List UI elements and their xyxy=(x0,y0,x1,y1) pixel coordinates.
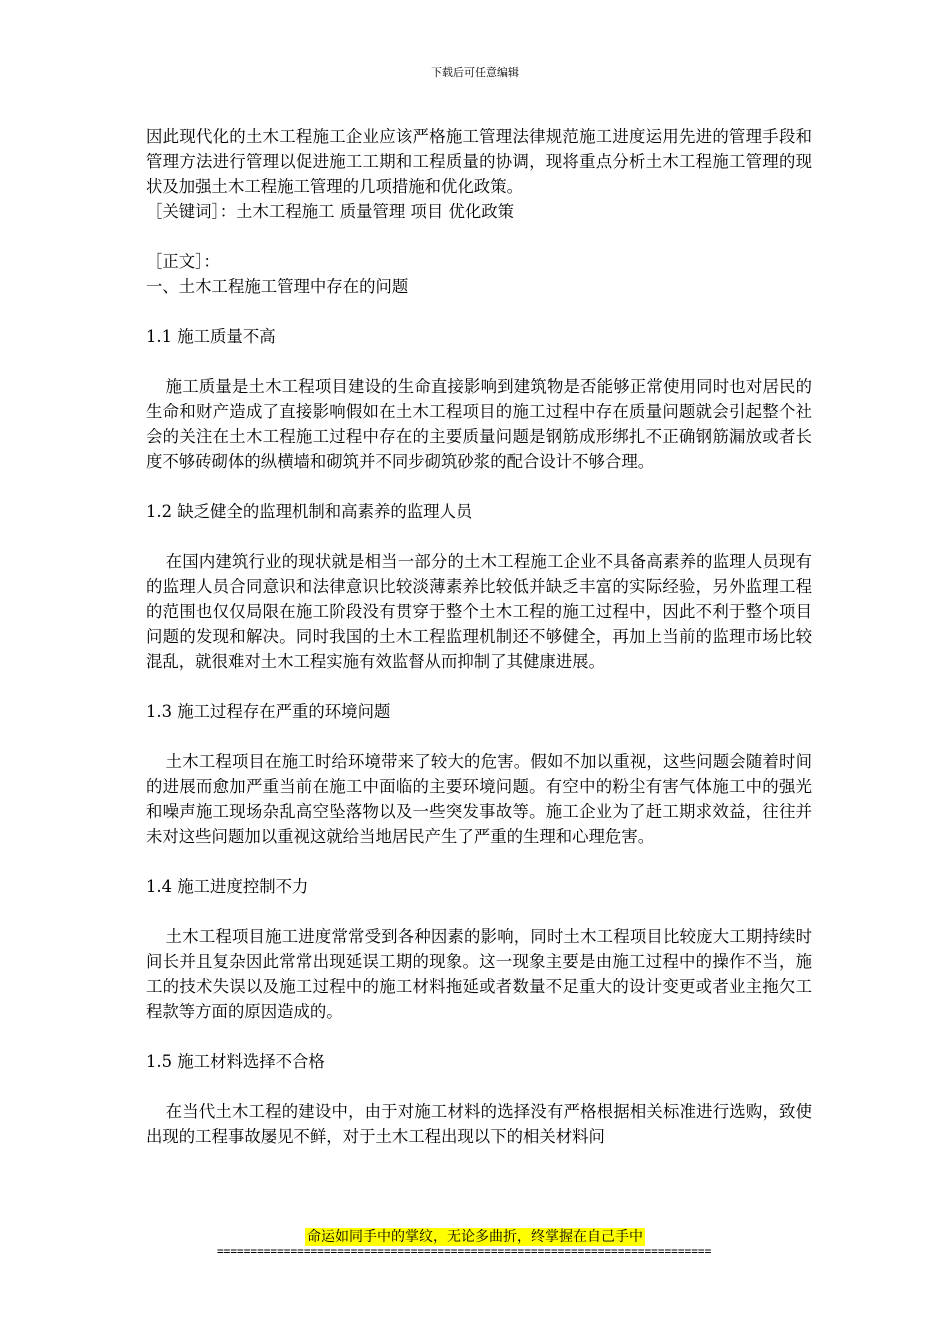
spacer xyxy=(146,299,812,324)
subsection-paragraph-1-4: 土木工程项目施工进度常常受到各种因素的影响，同时土木工程项目比较庞大工期持续时间长并且复杂因此常常出现延误工期的现象。这一现象主要是由施工过程中的操作不当，施工的技术失误以及施工过程中的施工材料拖延或者数量不足重大的设计变更或者业主拖欠工程款等方面的原因造成的。 xyxy=(146,927,812,1021)
subsection-paragraph-1-1: 施工质量是土木工程项目建设的生命直接影响到建筑物是否能够正常使用同时也对居民的生命和财产造成了直接影响假如在土木工程项目的施工过程中存在质量问题就会引起整个社会的关注在土木工程施工过程中存在的主要质量问题是钢筋成形绑扎不正确钢筋漏放或者长度不够砖砌体的纵横墙和砌筑并不同步砌筑砂浆的配合设计不够合理。 xyxy=(146,377,812,471)
spacer xyxy=(146,849,812,874)
subsection-heading-1-2: 1.2 缺乏健全的监理机制和高素养的监理人员 xyxy=(146,502,473,521)
keywords-line: ［关键词］：土木工程施工 质量管理 项目 优化政策 xyxy=(146,202,515,221)
footer-motto-text: 命运如同手中的掌纹，无论多曲折，终掌握在自己手中 xyxy=(307,1229,643,1245)
spacer xyxy=(146,474,812,499)
subsection-heading-1-3: 1.3 施工过程存在严重的环境问题 xyxy=(146,702,391,721)
spacer xyxy=(146,899,812,924)
intro-paragraph: 因此现代化的土木工程施工企业应该严格施工管理法律规范施工进度运用先进的管理手段和管理方法进行管理以促进施工工期和工程质量的协调，现将重点分析土木工程施工管理的现状及加强土木工程施工管理的几项措施和优化政策。 xyxy=(146,127,812,196)
spacer xyxy=(146,674,812,699)
subsection-paragraph-1-5: 在当代土木工程的建设中，由于对施工材料的选择没有严格根据相关标准进行选购，致使出现的工程事故屡见不鲜，对于土木工程出现以下的相关材料问 xyxy=(146,1102,812,1146)
spacer xyxy=(146,224,812,249)
subsection-heading-1-5: 1.5 施工材料选择不合格 xyxy=(146,1052,325,1071)
subsection-heading-1-4: 1.4 施工进度控制不力 xyxy=(146,877,309,896)
spacer xyxy=(146,524,812,549)
footer-rule: ========================================================================== xyxy=(217,1245,712,1258)
subsection-paragraph-1-3: 土木工程项目在施工时给环境带来了较大的危害。假如不加以重视，这些问题会随着时间的进展而愈加严重当前在施工中面临的主要环境问题。有空中的粉尘有害气体施工中的强光和噪声施工现场杂乱高空坠落物以及一些突发事故等。施工企业为了赶工期求效益，往往并未对这些问题加以重视这就给当地居民产生了严重的生理和心理危害。 xyxy=(146,752,812,846)
section-title: 一、土木工程施工管理中存在的问题 xyxy=(146,277,409,296)
body-label: ［正文］： xyxy=(146,252,220,271)
footer-motto xyxy=(0,1228,950,1246)
spacer xyxy=(146,724,812,749)
subsection-heading-1-1: 1.1 施工质量不高 xyxy=(146,327,276,346)
subsection-paragraph-1-2: 在国内建筑行业的现状就是相当一部分的土木工程施工企业不具备高素养的监理人员现有的监理人员合同意识和法律意识比较淡薄素养比较低并缺乏丰富的实际经验，另外监理工程的范围也仅仅局限在施工阶段没有贯穿于整个土木工程的施工过程中，因此不利于整个项目问题的发现和解决。同时我国的土木工程监理机制还不够健全，再加上当前的监理市场比较混乱，就很难对土木工程实施有效监督从而抑制了其健康进展。 xyxy=(146,552,812,671)
document-body xyxy=(146,124,812,1149)
spacer xyxy=(146,1024,812,1049)
spacer xyxy=(146,1074,812,1099)
spacer xyxy=(146,349,812,374)
page-header-note: 下载后可任意编辑 xyxy=(431,66,519,79)
